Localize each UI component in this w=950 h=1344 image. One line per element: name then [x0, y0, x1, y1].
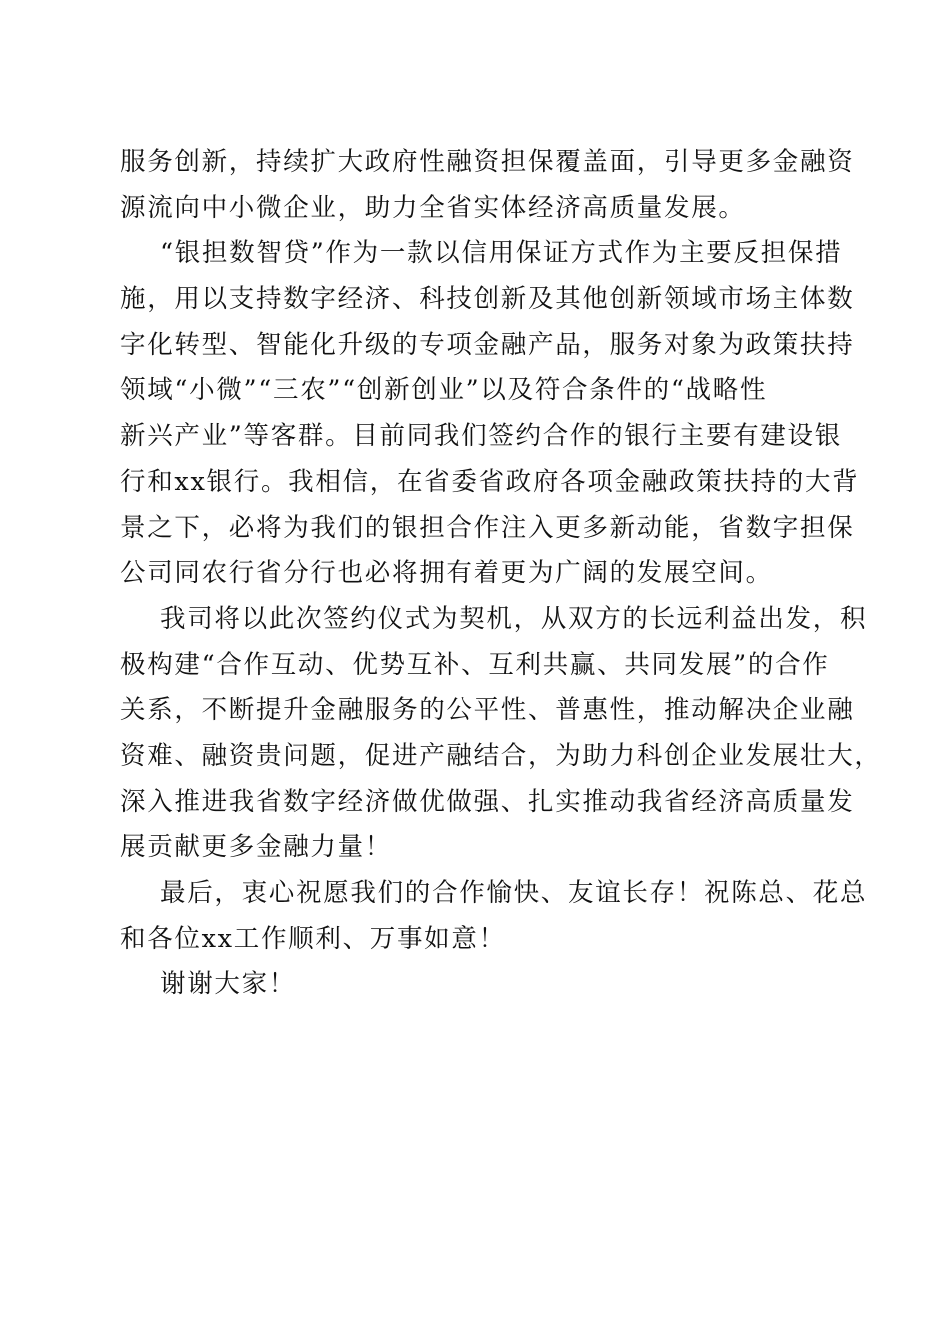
text-line: “银担数智贷”作为一款以信用保证方式作为主要反担保措 [160, 238, 843, 269]
text-line: 和各位xx工作顺利、万事如意！ [120, 923, 506, 954]
text-line: 关系，不断提升金融服务的公平性、普惠性，推动解决企业融 [120, 695, 855, 726]
text-line: 字化转型、智能化升级的专项金融产品，服务对象为政策扶持 [120, 329, 855, 360]
text-line: 深入推进我省数字经济做优做强、扎实推动我省经济高质量发 [120, 786, 855, 817]
text-line: 源流向中小微企业，助力全省实体经济高质量发展。 [120, 192, 746, 223]
text-line: 公司同农行省分行也必将拥有着更为广阔的发展空间。 [120, 558, 773, 589]
paragraph-continued-intro [120, 140, 855, 231]
text-line: 资难、融资贵问题，促进产融结合，为助力科创企业发展壮大， [120, 740, 882, 771]
paragraph-cooperation-commitment [120, 597, 882, 871]
paragraph-product-description [120, 231, 860, 597]
text-line: 服务创新，持续扩大政府性融资担保覆盖面，引导更多金融资 [120, 147, 855, 177]
paragraph-closing-wishes [120, 871, 868, 962]
document-body [120, 140, 882, 1008]
text-line: 领域“小微”“三农”“创新创业”以及符合条件的“战略性 [120, 375, 768, 406]
text-line: 最后，衷心祝愿我们的合作愉快、友谊长存！祝陈总、花总 [160, 878, 868, 908]
text-line: 展贡献更多金融力量！ [120, 832, 393, 863]
text-line: 我司将以此次签约仪式为契机，从双方的长远利益出发，积 [160, 603, 868, 634]
text-line: 行和xx银行。我相信，在省委省政府各项金融政策扶持的大背 [120, 466, 860, 497]
text-line: 景之下，必将为我们的银担合作注入更多新动能，省数字担保 [120, 512, 855, 543]
text-line: 新兴产业”等客群。目前同我们签约合作的银行主要有建设银 [120, 421, 842, 452]
text-line: 极构建“合作互动、优势互补、互利共赢、共同发展”的合作 [120, 649, 830, 680]
paragraph-thanks [120, 962, 830, 1008]
text-line: 施，用以支持数字经济、科技创新及其他创新领域市场主体数 [120, 284, 855, 315]
text-line: 谢谢大家！ [160, 969, 297, 1000]
